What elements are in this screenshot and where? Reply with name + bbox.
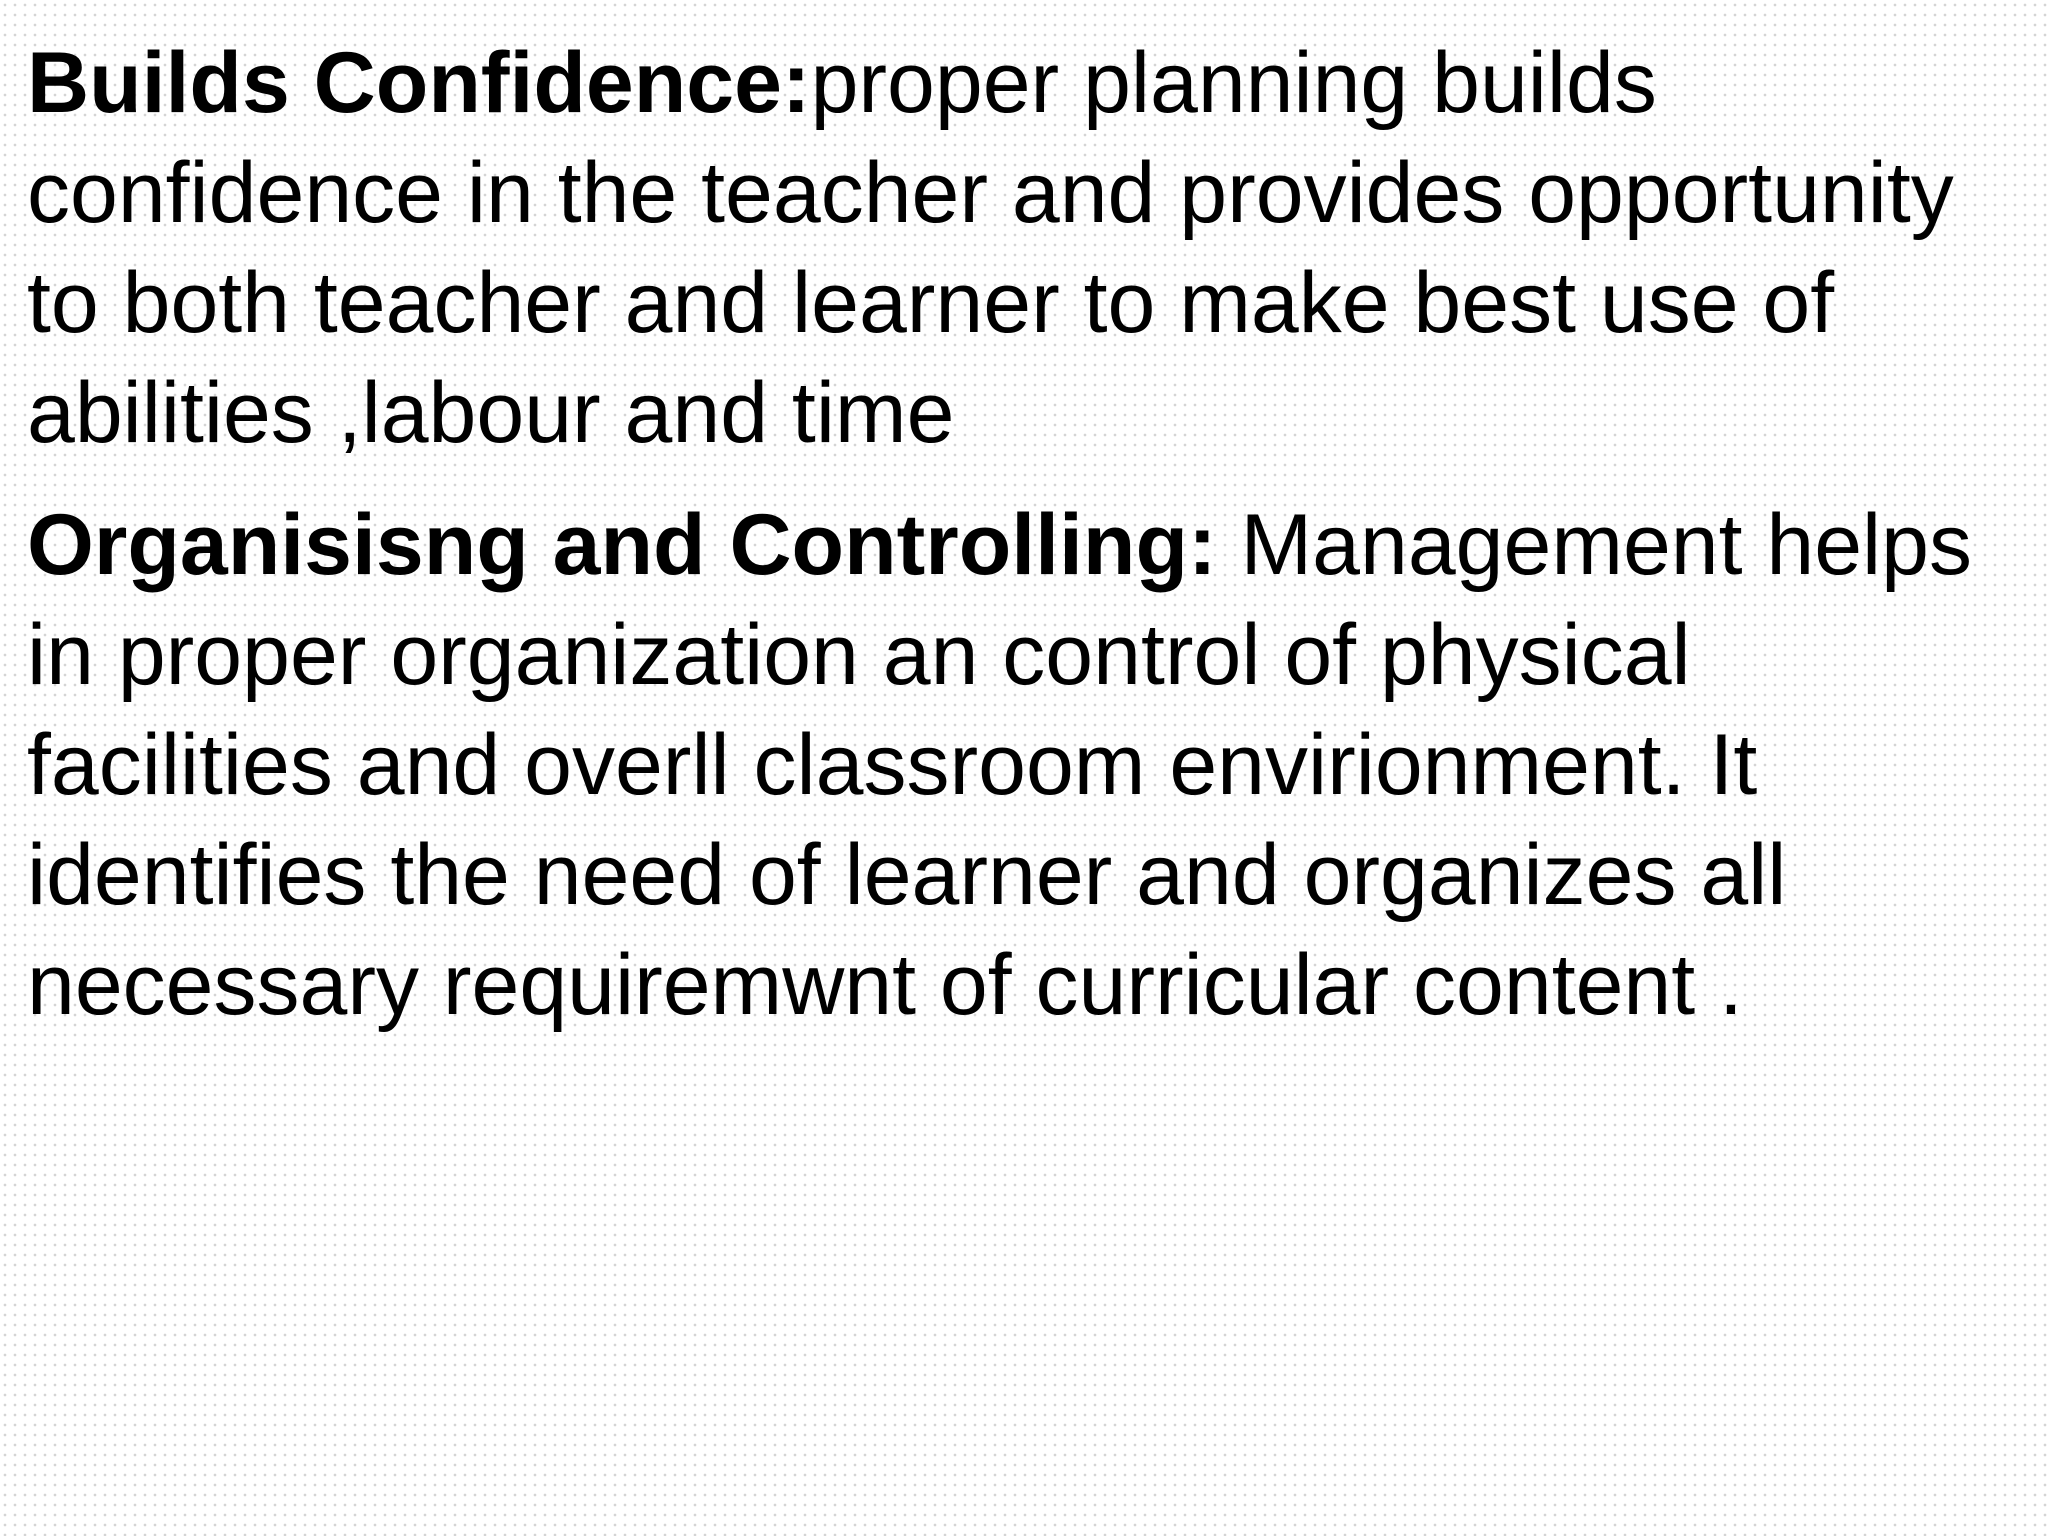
term-builds-confidence: Builds Confidence: (27, 35, 811, 131)
description-builds-confidence: proper planning builds confidence in the teacher and provides opportunity to both teacher and learner to make best use of abilities ,labour and time (27, 35, 1954, 461)
term-organising-controlling: Organisisng and Controlling: (27, 497, 1217, 593)
paragraph-organising-controlling (27, 490, 2017, 1040)
paragraph-builds-confidence (27, 28, 2017, 468)
slide-body (27, 28, 2017, 1040)
description-organising-controlling: Management helps in proper organization an control of physical facilities and overll classroom envirionment. It identifies the need of learner and organizes all necessary requiremwnt of curricular content . (27, 497, 1972, 1033)
